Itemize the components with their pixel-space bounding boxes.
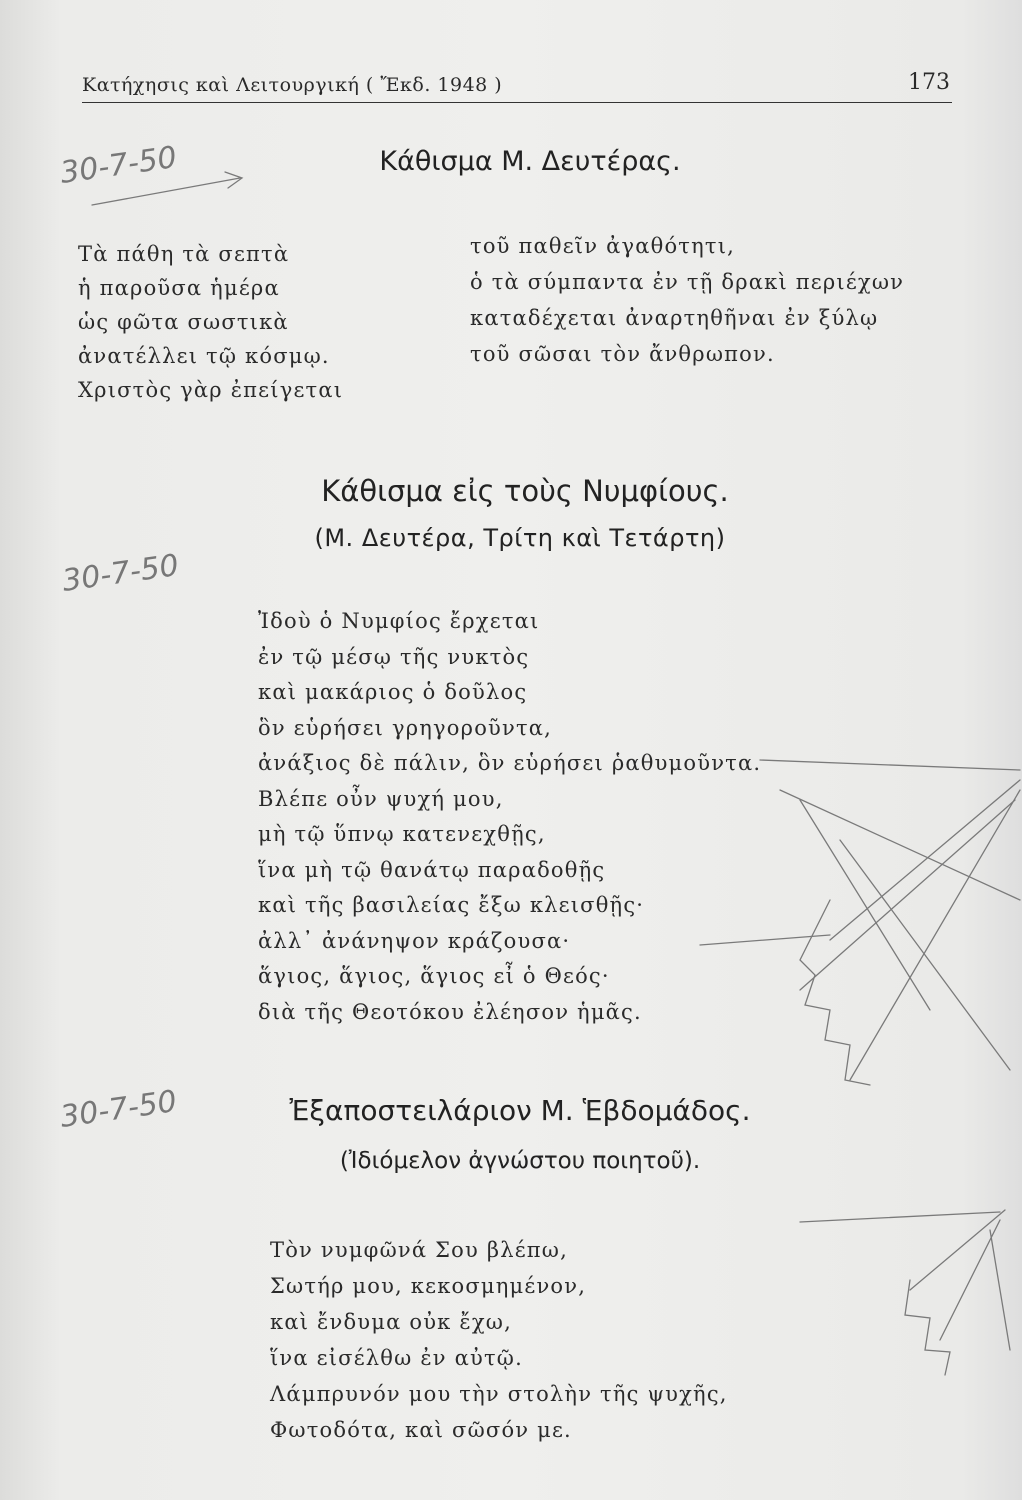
pencil-arrow-stroke (92, 178, 240, 205)
verse-line: διὰ τῆς Θεοτόκου ἐλέησον ἡμᾶς. (258, 999, 642, 1024)
verse-line: ἀλλ᾽ ἀνάνηψον κράζουσα· (258, 928, 571, 953)
verse-line: Τὸν νυμφῶνά Σου βλέπω, (270, 1238, 568, 1262)
verse-line: ἀνάξιος δὲ πάλιν, ὃν εὑρήσει ῥαθυμοῦντα. (258, 751, 762, 775)
verse-line: ὃν εὑρήσει γρηγοροῦντα, (258, 715, 553, 740)
section-subtitle: (Μ. Δευτέρα, Τρίτη καὶ Τετάρτη) (314, 524, 726, 552)
verse-line: τοῦ παθεῖν ἀγαθότητι, (470, 234, 736, 258)
pencil-line (910, 1210, 1005, 1290)
pencil-line (800, 800, 1015, 990)
page-number: 173 (908, 70, 950, 95)
pencil-line (840, 840, 1010, 1070)
verse-line: Φωτοδότα, καὶ σῶσόν με. (270, 1418, 572, 1442)
handwritten-date-annotation: 30-7-50 (60, 548, 181, 599)
section-title: Ἐξαποστειλάριον Μ. Ἑβδομάδος. (289, 1094, 751, 1127)
pencil-line (800, 800, 930, 1010)
verse-line: Ἰδοὺ ὁ Νυμφίος ἔρχεται (258, 609, 540, 633)
verse-line: καταδέχεται ἀναρτηθῆναι ἐν ξύλῳ (470, 306, 879, 330)
section-subtitle: (Ἰδιόμελον ἀγνώστου ποιητοῦ). (339, 1148, 701, 1174)
verse-line: καὶ τῆς βασιλείας ἔξω κλεισθῇς· (258, 893, 645, 917)
verse-line: ὁ τὰ σύμπαντα ἐν τῇ δρακὶ περιέχων (470, 270, 905, 294)
verse-line: τοῦ σῶσαι τὸν ἄνθρωπον. (470, 342, 775, 366)
verse-line: Τὰ πάθη τὰ σεπτὰ (78, 242, 290, 266)
verse-line: ἀνατέλλει τῷ κόσμῳ. (78, 344, 330, 368)
verse-line: Χριστὸς γὰρ ἐπείγεται (78, 378, 344, 402)
verse-line: ἡ παροῦσα ἡμέρα (78, 276, 280, 300)
pencil-line (780, 790, 1020, 900)
running-head-title: Κατήχησις καὶ Λειτουργική ( Ἔκδ. 1948 ) (82, 74, 503, 96)
verse-line: ἵνα μὴ τῷ θανάτῳ παραδοθῇς (258, 857, 606, 882)
verse-line: Σωτήρ μου, κεκοσμημένον, (270, 1274, 587, 1298)
pencil-line (830, 780, 1020, 940)
handwritten-date-annotation: 30-7-50 (58, 140, 179, 191)
pencil-line (760, 760, 1020, 770)
verse-line: Βλέπε οὖν ψυχή μου, (258, 786, 504, 811)
verse-line: καὶ μακάριος ὁ δοῦλος (258, 680, 528, 704)
verse-line: καὶ ἔνδυμα οὐκ ἔχω, (270, 1310, 512, 1334)
pencil-zigzag (800, 900, 870, 1085)
verse-line: ἐν τῷ μέσῳ τῆς νυκτὸς (258, 644, 530, 669)
verse-line: Λάμπρυνόν μου τὴν στολὴν τῆς ψυχῆς, (270, 1382, 728, 1406)
handwritten-date-annotation: 30-7-50 (58, 1084, 179, 1135)
verse-line: ὡς φῶτα σωστικὰ (78, 310, 289, 334)
section-title: Κάθισμα Μ. Δευτέρας. (379, 146, 681, 177)
pencil-zigzag (905, 1280, 950, 1375)
verse-line: μὴ τῷ ὕπνῳ κατενεχθῇς, (258, 822, 546, 846)
section-title: Κάθισμα εἰς τοὺς Νυμφίους. (321, 474, 729, 508)
verse-line: ἅγιος, ἅγιος, ἅγιος εἶ ὁ Θεός· (258, 964, 610, 988)
verse-line: ἵνα εἰσέλθω ἐν αὐτῷ. (270, 1346, 524, 1370)
pencil-line (990, 1230, 1010, 1350)
pencil-line (800, 1212, 1000, 1222)
